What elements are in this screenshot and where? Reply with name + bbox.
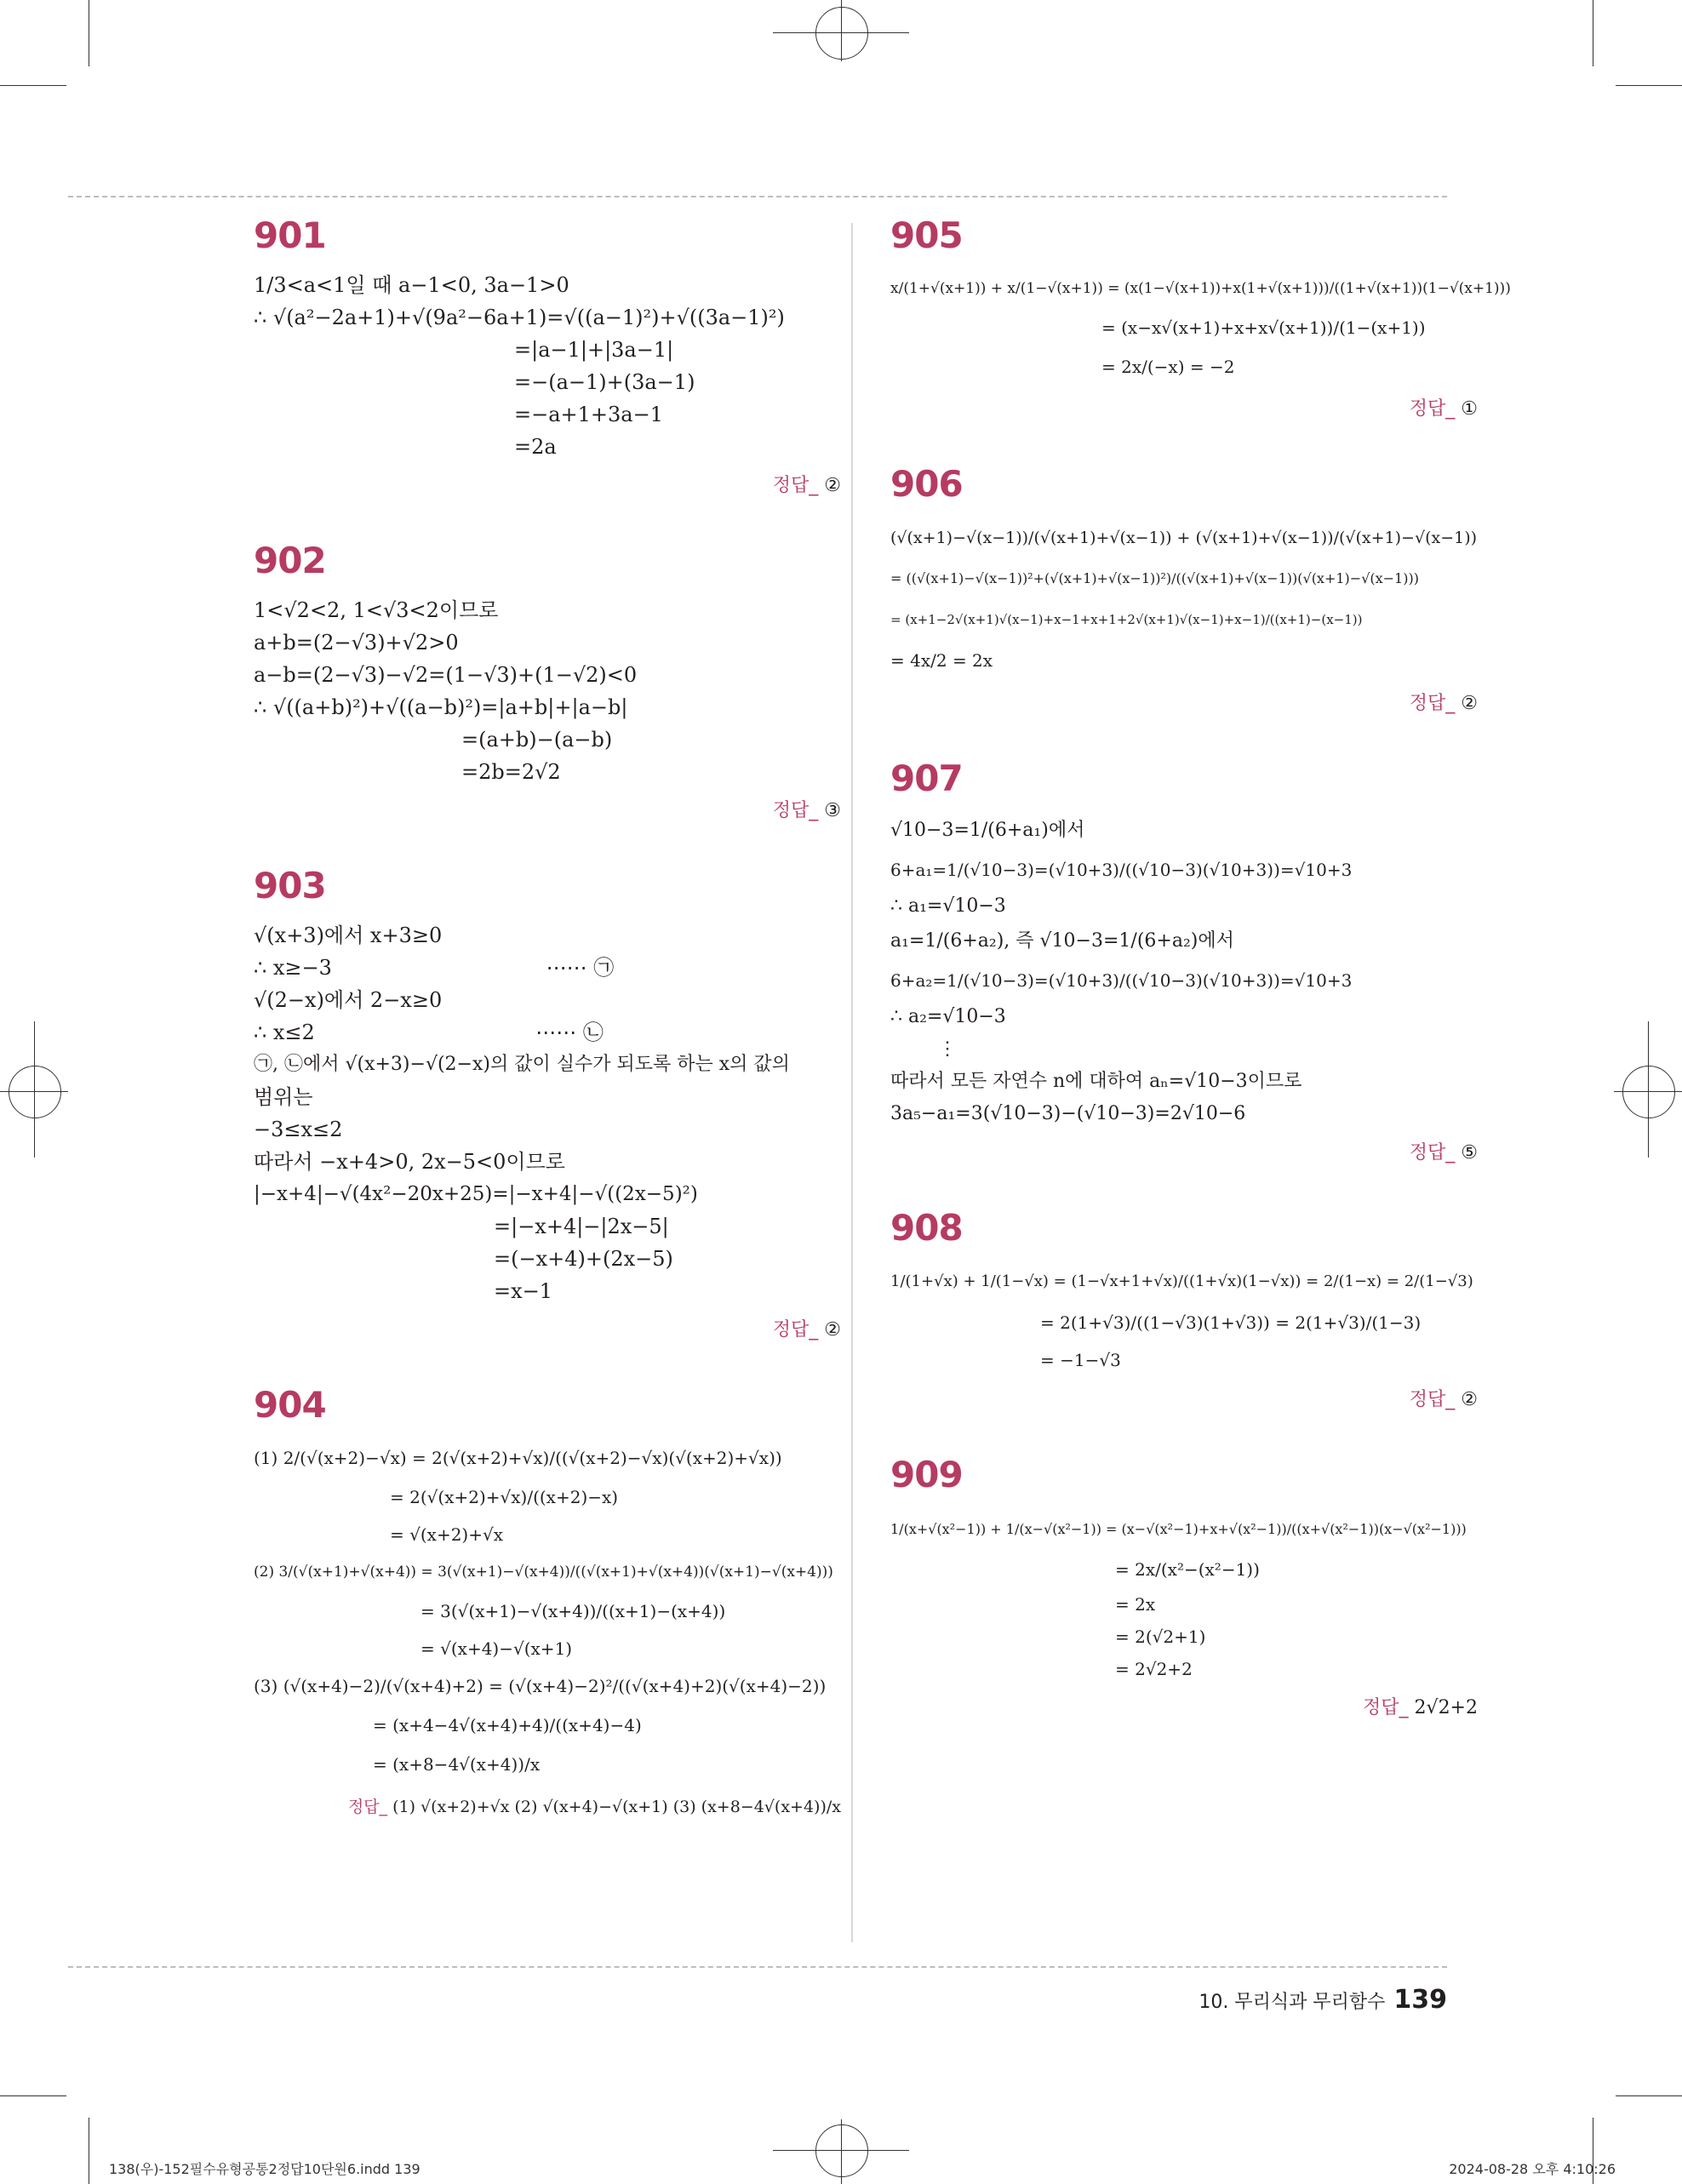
solution-line: = 2x/(−x) = −2 [1101, 357, 1235, 377]
answer-label: 정답_ [1363, 1697, 1409, 1718]
solution-line: = ((√(x+1)−√(x−1))²+(√(x+1)+√(x−1))²)/((√(x+1)+√(x−1))(√(x+1)−√(x−1))) [890, 570, 1419, 586]
solution-line: 1/3<a<1일 때 a−1<0, 3a−1>0 [254, 273, 569, 297]
answer-value: ① [1461, 398, 1478, 420]
solution-line: 따라서 −x+4>0, 2x−5<0이므로 [254, 1150, 565, 1174]
registration-mark [841, 2119, 842, 2184]
solution-line: =2b=2√2 [461, 760, 561, 784]
file-slug: 138(우)-152필수유형공통2정답10단원6.indd 139 [109, 2161, 420, 2177]
solution-line: √10−3=1/(6+a₁)에서 [890, 820, 1085, 841]
print-timestamp: 2024-08-28 오후 4:10:26 [1449, 2161, 1616, 2177]
solution-line: (√(x+1)−√(x−1))/(√(x+1)+√(x−1)) + (√(x+1)+√(x−1))/(√(x+1)−√(x−1)) [890, 529, 1478, 547]
problem-number: 908 [890, 1207, 963, 1249]
answer-label: 정답_ [1409, 398, 1456, 420]
solution-line: 따라서 모든 자연수 n에 대하여 aₙ=√10−3이므로 [890, 1071, 1302, 1092]
solution-line: =x−1 [494, 1279, 553, 1303]
answer [890, 1139, 1478, 1168]
page-number: 139 [1393, 1985, 1447, 2015]
registration-mark [815, 2124, 868, 2177]
answer [254, 1316, 841, 1345]
answer-label: 정답_ [1409, 1389, 1456, 1410]
problem-909 [890, 1454, 1478, 1723]
solution-line: ㉠, ㉡에서 √(x+3)−√(2−x)의 값이 실수가 되도록 하는 x의 값의 [254, 1054, 790, 1075]
crop-mark [0, 2095, 66, 2096]
solution-line: =(−x+4)+(2x−5) [494, 1247, 673, 1271]
answer-value: 2√2+2 [1414, 1697, 1478, 1718]
solution-line: 6+a₁=1/(√10−3)=(√10+3)/((√10−3)(√10+3))=√10+3 [890, 860, 1353, 880]
answer-value: ⑤ [1461, 1142, 1478, 1163]
solution-line: √(x+3)에서 x+3≥0 [254, 923, 443, 947]
solution-line: ∴ x≥−3 ⋯⋯ ㉠ [254, 956, 615, 980]
registration-mark [1648, 1021, 1649, 1158]
solution-line: = (x+4−4√(x+4)+4)/((x+4)−4) [373, 1715, 642, 1735]
answer-label: 정답_ [347, 1798, 388, 1816]
bottom-dashed-rule [68, 1966, 1447, 1968]
solution-line: a−b=(2−√3)−√2=(1−√3)+(1−√2)<0 [254, 663, 638, 687]
registration-mark [1622, 1066, 1675, 1118]
solution-line: ⋮ [938, 1038, 957, 1060]
answer [254, 1792, 841, 1821]
answer-value: ② [1461, 693, 1478, 714]
solution-line: ∴ √((a+b)²)+√((a−b)²)=|a+b|+|a−b| [254, 695, 628, 719]
crop-mark [1616, 85, 1682, 86]
chapter-title: 10. 무리식과 무리함수 [1199, 1992, 1386, 2013]
problem-number: 902 [254, 540, 326, 581]
answer-label: 정답_ [772, 800, 819, 821]
solution-line: x/(1+√(x+1)) + x/(1−√(x+1)) = (x(1−√(x+1))+x(1+√(x+1)))/((1+√(x+1))(1−√(x+1))) [890, 280, 1511, 297]
solution-line: a+b=(2−√3)+√2>0 [254, 631, 459, 655]
column-divider [851, 223, 853, 1942]
solution-line: a₁=1/(6+a₂), 즉 √10−3=1/(6+a₂)에서 [890, 930, 1234, 952]
solution-line: 6+a₂=1/(√10−3)=(√10+3)/((√10−3)(√10+3))=√10+3 [890, 970, 1353, 991]
solution-line: = 2x [1115, 1594, 1156, 1615]
solution-line: |−x+4|−√(4x²−20x+25)=|−x+4|−√((2x−5)²) [254, 1183, 698, 1205]
solution-line: 1/(1+√x) + 1/(1−√x) = (1−√x+1+√x)/((1+√x)(1−√x)) = 2/(1−x) = 2/(1−√3) [890, 1272, 1473, 1290]
answer-value: ② [1461, 1389, 1478, 1410]
registration-mark [841, 0, 842, 61]
problem-908 [890, 1207, 1478, 1415]
solution-line: ∴ √(a²−2a+1)+√(9a²−6a+1)=√((a−1)²)+√((3a−1)²) [254, 306, 785, 329]
solution-line: =2a [514, 435, 557, 459]
answer-label: 정답_ [772, 475, 819, 496]
registration-mark [34, 1021, 35, 1158]
answer [890, 689, 1478, 718]
top-dashed-rule [68, 196, 1447, 197]
answer-value: (1) √(x+2)+√x (2) √(x+4)−√(x+1) (3) (x+8−4√(x+4))/x [392, 1798, 841, 1816]
solution-line: 1<√2<2, 1<√3<2이므로 [254, 598, 499, 622]
answer-label: 정답_ [772, 1319, 819, 1341]
problem-number: 909 [890, 1454, 963, 1495]
solution-line: =(a+b)−(a−b) [461, 728, 613, 752]
problem-903 [254, 865, 841, 1345]
solution-line: ∴ x≤2 ⋯⋯ ㉡ [254, 1021, 604, 1044]
solution-line: ∴ a₂=√10−3 [890, 1006, 1006, 1027]
answer [254, 472, 841, 500]
problem-905 [890, 214, 1511, 424]
solution-line: 범위는 [254, 1085, 313, 1109]
solution-line: =|a−1|+|3a−1| [514, 338, 674, 362]
problem-number: 905 [890, 214, 963, 256]
solution-line: (3) (√(x+4)−2)/(√(x+4)+2) = (√(x+4)−2)²/((√(x+4)+2)(√(x+4)−2)) [254, 1676, 827, 1696]
answer-value: ② [824, 1319, 841, 1341]
problem-904 [254, 1384, 841, 1821]
problem-number: 901 [254, 214, 326, 256]
problem-number: 904 [254, 1384, 326, 1426]
problem-number: 903 [254, 865, 326, 906]
solution-line: = 2√2+2 [1115, 1659, 1193, 1679]
answer-label: 정답_ [1409, 693, 1456, 714]
solution-line: = 2(1+√3)/((1−√3)(1+√3)) = 2(1+√3)/(1−3) [1040, 1312, 1422, 1333]
answer-value: ② [824, 475, 841, 496]
left-column [254, 214, 841, 1861]
solution-line: =−a+1+3a−1 [514, 403, 663, 426]
problem-901 [254, 214, 841, 500]
solution-line: −3≤x≤2 [254, 1118, 343, 1141]
solution-line: = 2(√2+1) [1115, 1627, 1206, 1647]
solution-line: = 2x/(x²−(x²−1)) [1115, 1559, 1260, 1580]
solution-line: 3a₅−a₁=3(√10−3)−(√10−3)=2√10−6 [890, 1103, 1246, 1124]
answer [254, 797, 841, 826]
solution-line: =|−x+4|−|2x−5| [494, 1215, 669, 1238]
registration-mark [815, 7, 868, 60]
problem-907 [890, 758, 1478, 1168]
page-footer [1199, 1985, 1447, 2015]
answer-label: 정답_ [1409, 1142, 1456, 1163]
solution-line: = 3(√(x+1)−√(x+4))/((x+1)−(x+4)) [420, 1601, 726, 1621]
solution-line: = √(x+2)+√x [390, 1524, 504, 1545]
problem-902 [254, 540, 841, 826]
solution-line: √(2−x)에서 2−x≥0 [254, 988, 443, 1012]
solution-line: 1/(x+√(x²−1)) + 1/(x−√(x²−1)) = (x−√(x²−1)+x+√(x²−1))/((x+√(x²−1))(x−√(x²−1))) [890, 1521, 1467, 1537]
registration-mark [9, 1066, 61, 1118]
solution-line: (1) 2/(√(x+2)−√x) = 2(√(x+2)+√x)/((√(x+2)−√x)(√(x+2)+√x)) [254, 1448, 782, 1468]
solution-line: = −1−√3 [1040, 1350, 1121, 1370]
problem-number: 906 [890, 463, 963, 505]
answer-value: ③ [824, 800, 841, 821]
solution-line: = 2(√(x+2)+√x)/((x+2)−x) [390, 1487, 619, 1507]
answer [890, 395, 1478, 424]
solution-line: = (x+8−4√(x+4))/x [373, 1754, 541, 1775]
crop-mark [1616, 2095, 1682, 2096]
solution-line: = √(x+4)−√(x+1) [420, 1638, 573, 1659]
solution-line: ∴ a₁=√10−3 [890, 895, 1006, 917]
problem-906 [890, 463, 1478, 718]
solution-line: = (x+1−2√(x+1)√(x−1)+x−1+x+1+2√(x+1)√(x−1)+x−1)/((x+1)−(x−1)) [890, 612, 1363, 627]
answer [890, 1386, 1478, 1415]
right-column [890, 214, 1511, 1762]
solution-line: =−(a−1)+(3a−1) [514, 370, 695, 394]
answer [890, 1694, 1478, 1723]
crop-mark [0, 85, 66, 86]
solution-line: = (x−x√(x+1)+x+x√(x+1))/(1−(x+1)) [1101, 317, 1426, 338]
solution-line: = 4x/2 = 2x [890, 650, 993, 671]
problem-number: 907 [890, 758, 963, 799]
solution-line: (2) 3/(√(x+1)+√(x+4)) = 3(√(x+1)−√(x+4))/((√(x+1)+√(x+4))(√(x+1)−√(x+4))) [254, 1564, 833, 1581]
